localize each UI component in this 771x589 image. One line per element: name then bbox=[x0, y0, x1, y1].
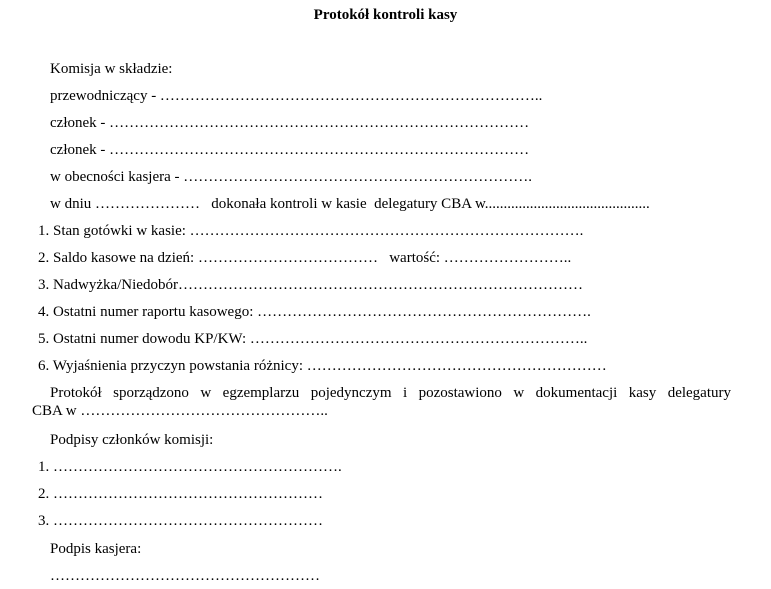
commission-intro: Komisja w składzie: bbox=[50, 61, 173, 77]
signatures-heading: Podpisy członków komisji: bbox=[50, 432, 214, 448]
item-last-receipt-number: 5. Ostatni numer dowodu KP/KW: ………………………………………………………….. bbox=[38, 331, 588, 347]
cashier-signature-heading: Podpis kasjera: bbox=[50, 541, 142, 557]
item-last-report-number: 4. Ostatni numer raportu kasowego: …………………………………………………………. bbox=[38, 304, 591, 320]
item-cash-balance: 1. Stan gotówki w kasie: ……………………………………………………………………. bbox=[38, 223, 584, 239]
protocol-statement-line-2: CBA w ………………………………………….. bbox=[32, 403, 328, 419]
signature-line-1: 1. …………………………………………………. bbox=[38, 459, 342, 475]
member-line-1: członek - ………………………………………………………………………… bbox=[50, 115, 530, 131]
signature-line-2: 2. ……………………………………………… bbox=[38, 486, 323, 502]
item-surplus-shortage: 3. Nadwyżka/Niedobór……………………………………………………………………… bbox=[38, 277, 583, 293]
item-cash-saldo: 2. Saldo kasowe na dzień: ……………………………… wartość: …………………….. bbox=[38, 250, 572, 266]
cashier-presence-line: w obecności kasjera - ……………………………………………………………. bbox=[50, 169, 533, 185]
protocol-statement-line-1: Protokół sporządzono w egzemplarzu pojedynczym i pozostawiono w dokumentacji kasy delegatury bbox=[50, 385, 731, 401]
document-title: Protokół kontroli kasy bbox=[313, 7, 458, 23]
date-location-line: w dniu ………………… dokonała kontroli w kasie delegatury CBA w............................................ bbox=[50, 196, 650, 212]
chair-line: przewodniczący - ………………………………………………………………….. bbox=[50, 88, 543, 104]
member-line-2: członek - ………………………………………………………………………… bbox=[50, 142, 530, 158]
signature-line-3: 3. ……………………………………………… bbox=[38, 513, 323, 529]
item-difference-explanation: 6. Wyjaśnienia przyczyn powstania różnicy: …………………………………………………… bbox=[38, 358, 607, 374]
cashier-signature-line: ……………………………………………… bbox=[50, 568, 320, 584]
